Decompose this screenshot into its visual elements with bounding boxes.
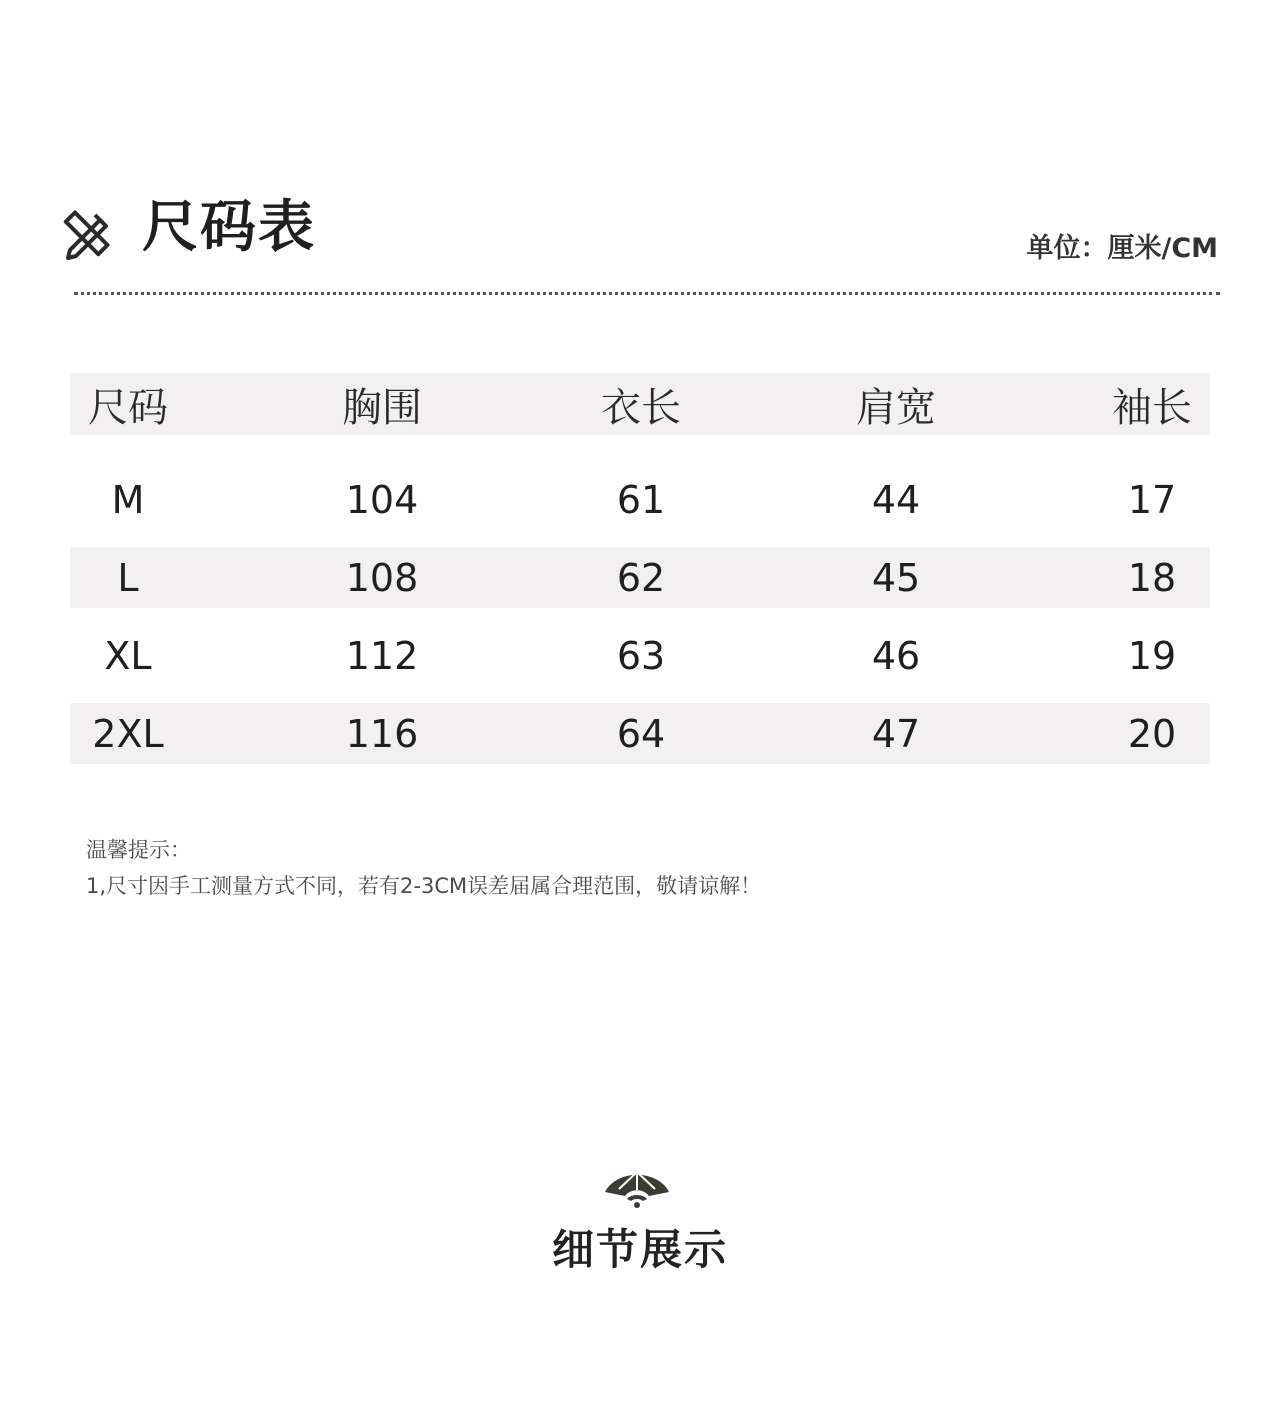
pencil-ruler-icon	[60, 206, 114, 260]
table-cell: L	[117, 555, 139, 600]
table-cell: 2XL	[92, 711, 164, 756]
notes-line: 1,尺寸因手工测量方式不同，若有2-3CM误差届属合理范围，敬请谅解！	[86, 874, 762, 898]
table-row	[70, 625, 1210, 686]
column-header-size: 尺码	[88, 384, 168, 431]
table-cell: 62	[616, 555, 666, 600]
table-cell: 44	[871, 477, 921, 522]
table-header-row	[70, 373, 1210, 435]
table-cell: XL	[104, 633, 152, 678]
table-cell: 112	[345, 633, 419, 678]
dotted-divider	[74, 292, 1220, 295]
table-cell: 47	[871, 711, 921, 756]
notes-heading: 温馨提示：	[86, 838, 191, 862]
size-table	[70, 373, 1210, 764]
column-header-shoulder: 肩宽	[856, 384, 936, 431]
table-cell: 45	[871, 555, 921, 600]
table-row	[70, 469, 1210, 530]
table-cell: 19	[1127, 633, 1177, 678]
detail-section-title: 细节展示	[551, 1225, 728, 1274]
table-cell: 46	[871, 633, 921, 678]
page-title: 尺码表	[142, 195, 316, 260]
table-cell: 18	[1127, 555, 1177, 600]
unit-label: 单位：厘米/CM	[1026, 233, 1218, 264]
column-header-chest: 胸围	[342, 384, 422, 431]
table-cell: M	[111, 477, 145, 522]
column-header-length: 衣长	[601, 384, 681, 431]
table-cell: 64	[616, 711, 666, 756]
table-cell: 104	[345, 477, 419, 522]
table-row	[70, 547, 1210, 608]
table-cell: 61	[616, 477, 666, 522]
notes-section	[86, 832, 761, 904]
column-header-sleeve: 袖长	[1112, 384, 1192, 431]
folding-fan-icon	[603, 1166, 671, 1210]
table-cell: 17	[1127, 477, 1177, 522]
table-cell: 20	[1127, 711, 1177, 756]
table-cell: 108	[345, 555, 419, 600]
table-cell: 63	[616, 633, 666, 678]
table-row	[70, 703, 1210, 764]
table-cell: 116	[345, 711, 419, 756]
